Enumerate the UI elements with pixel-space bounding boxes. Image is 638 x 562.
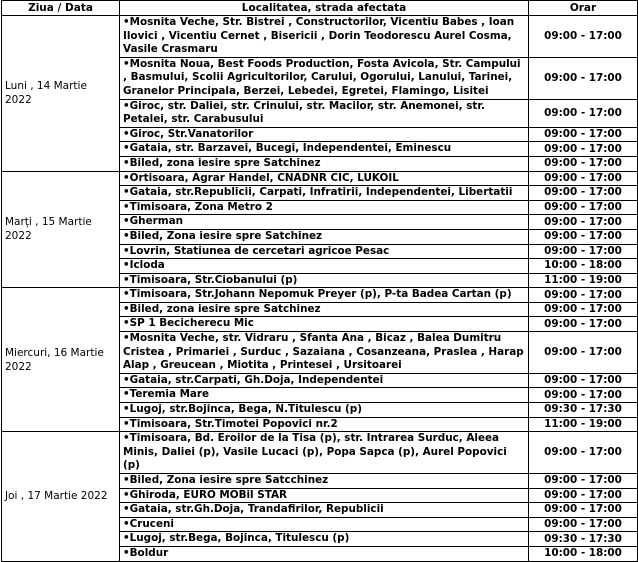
location-cell: •Mosnita Veche, str. Vidraru , Sfanta Ana , Bicaz , Balea Dumitru Cristea , Primariei , Surduc , Sazaiana , Cosanzeana, Praslea , Harap Alap , Greucean , Miotita , Printesei , Ursitoarei [120,332,529,374]
time-cell: 11:00 - 19:00 [529,273,638,288]
day-cell: Joi , 17 Martie 2022 [2,432,120,561]
time-cell: 09:00 - 17:00 [529,186,638,201]
time-cell: 09:00 - 17:00 [529,244,638,259]
time-cell: 09:00 - 17:00 [529,99,638,127]
schedule-body [2,16,638,562]
location-cell: •SP 1 Becicherecu Mic [120,317,529,332]
table-row [2,171,638,186]
location-cell: •Giroc, str. Daliei, str. Crinului, str. Macilor, str. Anemonei, str. Petalei, str. Carabusului [120,99,529,127]
table-row [2,288,638,303]
day-cell: Marți , 15 Martie 2022 [2,171,120,288]
header-row [2,1,638,16]
time-cell: 09:00 - 17:00 [529,332,638,374]
time-cell: 09:00 - 17:00 [529,517,638,532]
location-cell: •Gataia, str.Carpati, Gh.Doja, Independentei [120,373,529,388]
day-cell: Luni , 14 Martie 2022 [2,16,120,172]
table-row [2,432,638,474]
time-cell: 09:00 - 17:00 [529,432,638,474]
location-cell: •Timisoara, Bd. Eroilor de la Tisa (p), str. Intrarea Surduc, Aleea Minis, Daliei (p), Vasile Lucaci (p), Popa Sapca (p), Aurel Popovici (p) [120,432,529,474]
time-cell: 09:00 - 17:00 [529,229,638,244]
location-cell: •Icloda [120,259,529,274]
location-cell: •Biled, zona iesire spre Satchinez [120,156,529,171]
header-day: Ziua / Data [2,1,120,16]
time-cell: 09:00 - 17:00 [529,16,638,58]
location-cell: •Gataia, str. Barzavei, Bucegi, Independentei, Eminescu [120,142,529,157]
time-cell: 09:00 - 17:00 [529,200,638,215]
time-cell: 09:00 - 17:00 [529,171,638,186]
location-cell: •Biled, Zona iesire spre Satcchinez [120,474,529,489]
location-cell: •Gataia, str.Republicii, Carpati, Infratirii, Independentei, Libertatii [120,186,529,201]
location-cell: •Timisoara, Str.Timotei Popovici nr.2 [120,417,529,432]
time-cell: 10:00 - 18:00 [529,546,638,561]
time-cell: 09:30 - 17:30 [529,532,638,547]
location-cell: •Teremia Mare [120,388,529,403]
location-cell: •Biled, zona iesire spre Satchinez [120,302,529,317]
location-cell: •Giroc, Str.Vanatorilor [120,127,529,142]
time-cell: 09:00 - 17:00 [529,388,638,403]
time-cell: 09:00 - 17:00 [529,302,638,317]
time-cell: 09:00 - 17:00 [529,373,638,388]
time-cell: 11:00 - 19:00 [529,417,638,432]
location-cell: •Lovrin, Statiunea de cercetari agricoe Pesac [120,244,529,259]
location-cell: •Mosnita Veche, Str. Bistrei , Constructorilor, Vicentiu Babes , Ioan Ilovici , Vicentiu Cernet , Bisericii , Dorin Teodorescu Aurel Cosma, Vasile Crasmaru [120,16,529,58]
location-cell: •Lugoj, str.Bega, Bojinca, Titulescu (p) [120,532,529,547]
location-cell: •Boldur [120,546,529,561]
header-location: Localitatea, strada afectata [120,1,529,16]
location-cell: •Biled, Zona iesire spre Satchinez [120,229,529,244]
outage-schedule-table [1,0,638,562]
day-cell: Miercuri, 16 Martie 2022 [2,288,120,432]
location-cell: •Gataia, str.Gh.Doja, Trandafirilor, Republicii [120,503,529,518]
location-cell: •Ghiroda, EURO MOBil STAR [120,488,529,503]
location-cell: •Cruceni [120,517,529,532]
time-cell: 09:00 - 17:00 [529,215,638,230]
time-cell: 09:00 - 17:00 [529,57,638,99]
table-row [2,16,638,58]
time-cell: 10:00 - 18:00 [529,259,638,274]
time-cell: 09:00 - 17:00 [529,142,638,157]
time-cell: 09:00 - 17:00 [529,503,638,518]
time-cell: 09:00 - 17:00 [529,127,638,142]
location-cell: •Gherman [120,215,529,230]
time-cell: 09:00 - 17:00 [529,317,638,332]
location-cell: •Mosnita Noua, Best Foods Production, Fosta Avicola, Str. Campului , Basmului, Scolii Agricultorilor, Carului, Ogorului, Lanului, Tarinei, Granelor Principala, Berzei, Lebedei, Egretei, Flamingo, Lisitei [120,57,529,99]
time-cell: 09:00 - 17:00 [529,474,638,489]
time-cell: 09:00 - 17:00 [529,156,638,171]
location-cell: •Timisoara, Str.Ciobanului (p) [120,273,529,288]
header-time: Orar [529,1,638,16]
time-cell: 09:30 - 17:30 [529,403,638,418]
time-cell: 09:00 - 17:00 [529,488,638,503]
location-cell: •Timisoara, Zona Metro 2 [120,200,529,215]
location-cell: •Ortisoara, Agrar Handel, CNADNR CIC, LUKOIL [120,171,529,186]
time-cell: 09:00 - 17:00 [529,288,638,303]
location-cell: •Timisoara, Str.Johann Nepomuk Preyer (p), P-ta Badea Cartan (p) [120,288,529,303]
location-cell: •Lugoj, str.Bojinca, Bega, N.Titulescu (p) [120,403,529,418]
